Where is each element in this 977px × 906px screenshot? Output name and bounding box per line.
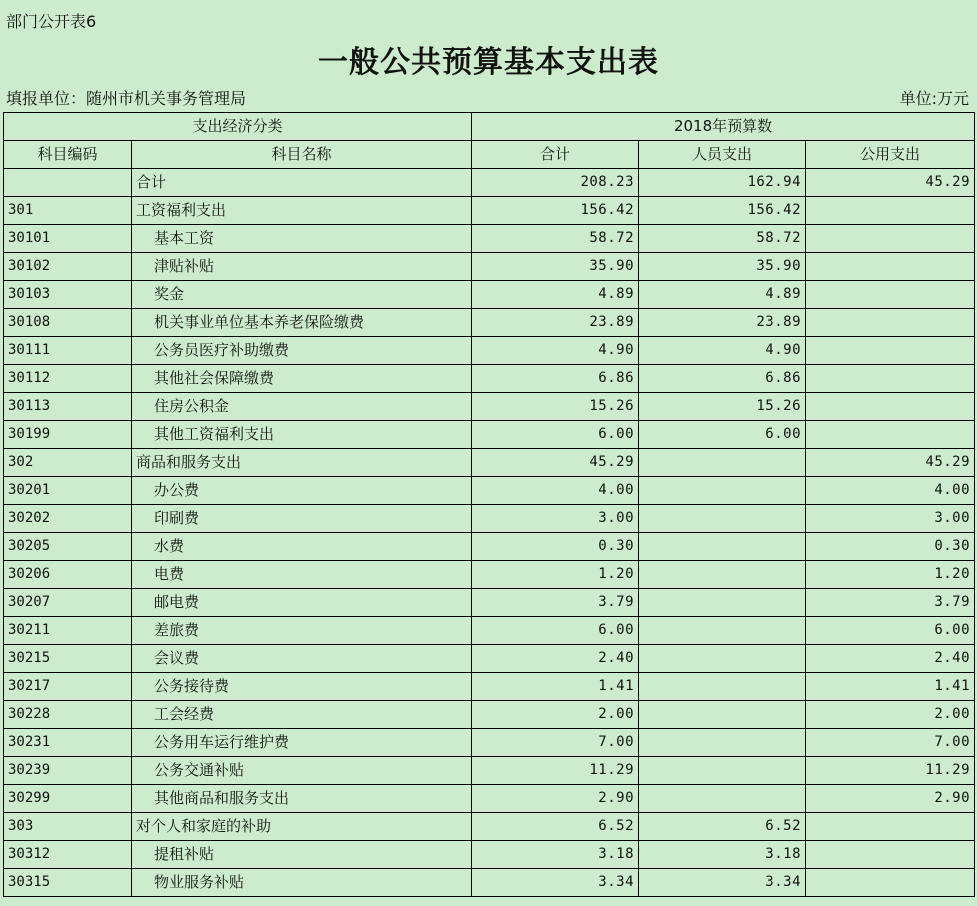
cell-name[interactable]: 公务用车运行维护费 xyxy=(132,729,472,757)
cell-total[interactable]: 35.90 xyxy=(472,253,639,281)
cell-code[interactable]: 30201 xyxy=(4,477,132,505)
cell-total[interactable]: 7.00 xyxy=(472,729,639,757)
cell-name[interactable]: 公务交通补贴 xyxy=(132,757,472,785)
table-row xyxy=(4,589,975,617)
cell-name[interactable]: 公务接待费 xyxy=(132,673,472,701)
cell-code[interactable]: 30202 xyxy=(4,505,132,533)
cell-total[interactable]: 1.20 xyxy=(472,561,639,589)
cell-total[interactable]: 6.52 xyxy=(472,813,639,841)
cell-public[interactable]: 6.00 xyxy=(806,617,975,645)
sheet-label: 部门公开表6 xyxy=(6,12,97,31)
cell-personnel[interactable] xyxy=(639,589,806,617)
header-economic-classification[interactable]: 支出经济分类 xyxy=(4,113,472,141)
cell-personnel[interactable] xyxy=(639,701,806,729)
table-row xyxy=(4,197,975,225)
cell-code[interactable]: 301 xyxy=(4,197,132,225)
cell-name[interactable]: 基本工资 xyxy=(132,225,472,253)
cell-name[interactable]: 水费 xyxy=(132,533,472,561)
cell-personnel[interactable]: 156.42 xyxy=(639,197,806,225)
table-row xyxy=(4,281,975,309)
cell-total[interactable]: 15.26 xyxy=(472,393,639,421)
cell-public[interactable] xyxy=(806,337,975,365)
cell-code[interactable]: 30215 xyxy=(4,645,132,673)
cell-name[interactable]: 其他商品和服务支出 xyxy=(132,785,472,813)
header-personnel[interactable]: 人员支出 xyxy=(639,141,806,169)
cell-public[interactable]: 45.29 xyxy=(806,169,975,197)
cell-name[interactable]: 工会经费 xyxy=(132,701,472,729)
table-row xyxy=(4,813,975,841)
cell-personnel[interactable] xyxy=(639,449,806,477)
cell-code[interactable]: 30299 xyxy=(4,785,132,813)
cell-total[interactable]: 2.90 xyxy=(472,785,639,813)
cell-public[interactable] xyxy=(806,309,975,337)
cell-personnel[interactable]: 58.72 xyxy=(639,225,806,253)
cell-name[interactable]: 会议费 xyxy=(132,645,472,673)
table-row xyxy=(4,757,975,785)
cell-public[interactable] xyxy=(806,253,975,281)
cell-public[interactable] xyxy=(806,813,975,841)
cell-personnel[interactable]: 3.18 xyxy=(639,841,806,869)
cell-code[interactable]: 30102 xyxy=(4,253,132,281)
table-row xyxy=(4,309,975,337)
cell-public[interactable]: 2.40 xyxy=(806,645,975,673)
cell-code[interactable]: 30217 xyxy=(4,673,132,701)
cell-personnel[interactable] xyxy=(639,729,806,757)
table-row xyxy=(4,449,975,477)
cell-personnel[interactable] xyxy=(639,533,806,561)
table-row xyxy=(4,169,975,197)
cell-total[interactable]: 1.41 xyxy=(472,673,639,701)
cell-code[interactable]: 303 xyxy=(4,813,132,841)
cell-name[interactable]: 津贴补贴 xyxy=(132,253,472,281)
cell-code[interactable]: 30312 xyxy=(4,841,132,869)
cell-total[interactable]: 3.00 xyxy=(472,505,639,533)
cell-name[interactable]: 提租补贴 xyxy=(132,841,472,869)
cell-total[interactable]: 4.89 xyxy=(472,281,639,309)
cell-code[interactable]: 302 xyxy=(4,449,132,477)
header-row-columns xyxy=(4,141,975,169)
table-row xyxy=(4,561,975,589)
header-public[interactable]: 公用支出 xyxy=(806,141,975,169)
cell-total[interactable]: 3.18 xyxy=(472,841,639,869)
cell-name[interactable]: 奖金 xyxy=(132,281,472,309)
cell-personnel[interactable] xyxy=(639,561,806,589)
cell-public[interactable] xyxy=(806,869,975,897)
cell-code[interactable]: 30108 xyxy=(4,309,132,337)
cell-code[interactable]: 30205 xyxy=(4,533,132,561)
cell-name[interactable]: 商品和服务支出 xyxy=(132,449,472,477)
cell-public[interactable] xyxy=(806,841,975,869)
cell-public[interactable]: 2.00 xyxy=(806,701,975,729)
cell-total[interactable]: 3.79 xyxy=(472,589,639,617)
cell-total[interactable]: 6.00 xyxy=(472,421,639,449)
budget-table xyxy=(3,112,975,897)
cell-public[interactable]: 1.41 xyxy=(806,673,975,701)
table-row xyxy=(4,477,975,505)
cell-personnel[interactable]: 162.94 xyxy=(639,169,806,197)
cell-personnel[interactable] xyxy=(639,757,806,785)
cell-public[interactable] xyxy=(806,421,975,449)
cell-personnel[interactable]: 3.34 xyxy=(639,869,806,897)
cell-public[interactable]: 3.79 xyxy=(806,589,975,617)
cell-name[interactable]: 其他社会保障缴费 xyxy=(132,365,472,393)
cell-public[interactable]: 1.20 xyxy=(806,561,975,589)
header-row-group xyxy=(4,113,975,141)
cell-public[interactable]: 0.30 xyxy=(806,533,975,561)
cell-code[interactable]: 30239 xyxy=(4,757,132,785)
page-title: 一般公共预算基本支出表 xyxy=(318,45,659,80)
cell-total[interactable]: 156.42 xyxy=(472,197,639,225)
cell-public[interactable]: 2.90 xyxy=(806,785,975,813)
cell-personnel[interactable] xyxy=(639,673,806,701)
cell-personnel[interactable] xyxy=(639,785,806,813)
cell-code[interactable]: 30231 xyxy=(4,729,132,757)
cell-name[interactable]: 邮电费 xyxy=(132,589,472,617)
cell-total[interactable]: 6.86 xyxy=(472,365,639,393)
cell-public[interactable]: 11.29 xyxy=(806,757,975,785)
table-row xyxy=(4,645,975,673)
cell-total[interactable]: 3.34 xyxy=(472,869,639,897)
cell-name[interactable]: 印刷费 xyxy=(132,505,472,533)
header-name[interactable]: 科目名称 xyxy=(132,141,472,169)
table-row xyxy=(4,729,975,757)
cell-code[interactable]: 30211 xyxy=(4,617,132,645)
cell-code[interactable] xyxy=(4,169,132,197)
cell-public[interactable]: 7.00 xyxy=(806,729,975,757)
cell-total[interactable]: 208.23 xyxy=(472,169,639,197)
currency-unit: 单位:万元 xyxy=(899,89,969,108)
table-row xyxy=(4,617,975,645)
header-total[interactable]: 合计 xyxy=(472,141,639,169)
cell-name[interactable]: 住房公积金 xyxy=(132,393,472,421)
cell-code[interactable]: 30101 xyxy=(4,225,132,253)
cell-total[interactable]: 2.40 xyxy=(472,645,639,673)
table-row xyxy=(4,393,975,421)
cell-total[interactable]: 2.00 xyxy=(472,701,639,729)
cell-personnel[interactable]: 4.90 xyxy=(639,337,806,365)
header-code[interactable]: 科目编码 xyxy=(4,141,132,169)
cell-name[interactable]: 电费 xyxy=(132,561,472,589)
cell-total[interactable]: 11.29 xyxy=(472,757,639,785)
cell-code[interactable]: 30228 xyxy=(4,701,132,729)
cell-name[interactable]: 对个人和家庭的补助 xyxy=(132,813,472,841)
cell-personnel[interactable]: 6.86 xyxy=(639,365,806,393)
header-budget-2018[interactable]: 2018年预算数 xyxy=(472,113,975,141)
cell-name[interactable]: 其他工资福利支出 xyxy=(132,421,472,449)
cell-name[interactable]: 工资福利支出 xyxy=(132,197,472,225)
cell-name[interactable]: 公务员医疗补助缴费 xyxy=(132,337,472,365)
table-row xyxy=(4,337,975,365)
table-row xyxy=(4,533,975,561)
table-row xyxy=(4,673,975,701)
cell-code[interactable]: 30207 xyxy=(4,589,132,617)
table-row xyxy=(4,869,975,897)
cell-code[interactable]: 30315 xyxy=(4,869,132,897)
table-row xyxy=(4,365,975,393)
cell-public[interactable] xyxy=(806,197,975,225)
table-row xyxy=(4,421,975,449)
cell-public[interactable] xyxy=(806,365,975,393)
cell-name[interactable]: 机关事业单位基本养老保险缴费 xyxy=(132,309,472,337)
cell-personnel[interactable]: 23.89 xyxy=(639,309,806,337)
cell-public[interactable] xyxy=(806,393,975,421)
cell-personnel[interactable] xyxy=(639,505,806,533)
cell-personnel[interactable]: 35.90 xyxy=(639,253,806,281)
cell-total[interactable]: 0.30 xyxy=(472,533,639,561)
cell-public[interactable] xyxy=(806,281,975,309)
cell-personnel[interactable]: 4.89 xyxy=(639,281,806,309)
filing-unit: 填报单位：随州市机关事务管理局 xyxy=(6,89,247,108)
cell-personnel[interactable] xyxy=(639,645,806,673)
cell-name[interactable]: 差旅费 xyxy=(132,617,472,645)
cell-total[interactable]: 4.00 xyxy=(472,477,639,505)
cell-personnel[interactable]: 6.00 xyxy=(639,421,806,449)
cell-code[interactable]: 30112 xyxy=(4,365,132,393)
cell-public[interactable]: 4.00 xyxy=(806,477,975,505)
table-row xyxy=(4,701,975,729)
cell-code[interactable]: 30111 xyxy=(4,337,132,365)
cell-code[interactable]: 30199 xyxy=(4,421,132,449)
table-row xyxy=(4,505,975,533)
cell-name[interactable]: 物业服务补贴 xyxy=(132,869,472,897)
cell-name[interactable]: 办公费 xyxy=(132,477,472,505)
table-row xyxy=(4,785,975,813)
cell-personnel[interactable] xyxy=(639,477,806,505)
cell-personnel[interactable]: 6.52 xyxy=(639,813,806,841)
cell-personnel[interactable]: 15.26 xyxy=(639,393,806,421)
cell-public[interactable]: 45.29 xyxy=(806,449,975,477)
cell-total[interactable]: 23.89 xyxy=(472,309,639,337)
cell-total[interactable]: 45.29 xyxy=(472,449,639,477)
cell-public[interactable]: 3.00 xyxy=(806,505,975,533)
table-row xyxy=(4,225,975,253)
cell-total[interactable]: 6.00 xyxy=(472,617,639,645)
cell-total[interactable]: 58.72 xyxy=(472,225,639,253)
cell-code[interactable]: 30113 xyxy=(4,393,132,421)
cell-total[interactable]: 4.90 xyxy=(472,337,639,365)
cell-personnel[interactable] xyxy=(639,617,806,645)
cell-public[interactable] xyxy=(806,225,975,253)
table-body xyxy=(4,169,975,897)
table-row xyxy=(4,253,975,281)
cell-name[interactable]: 合计 xyxy=(132,169,472,197)
cell-code[interactable]: 30206 xyxy=(4,561,132,589)
cell-code[interactable]: 30103 xyxy=(4,281,132,309)
table-row xyxy=(4,841,975,869)
